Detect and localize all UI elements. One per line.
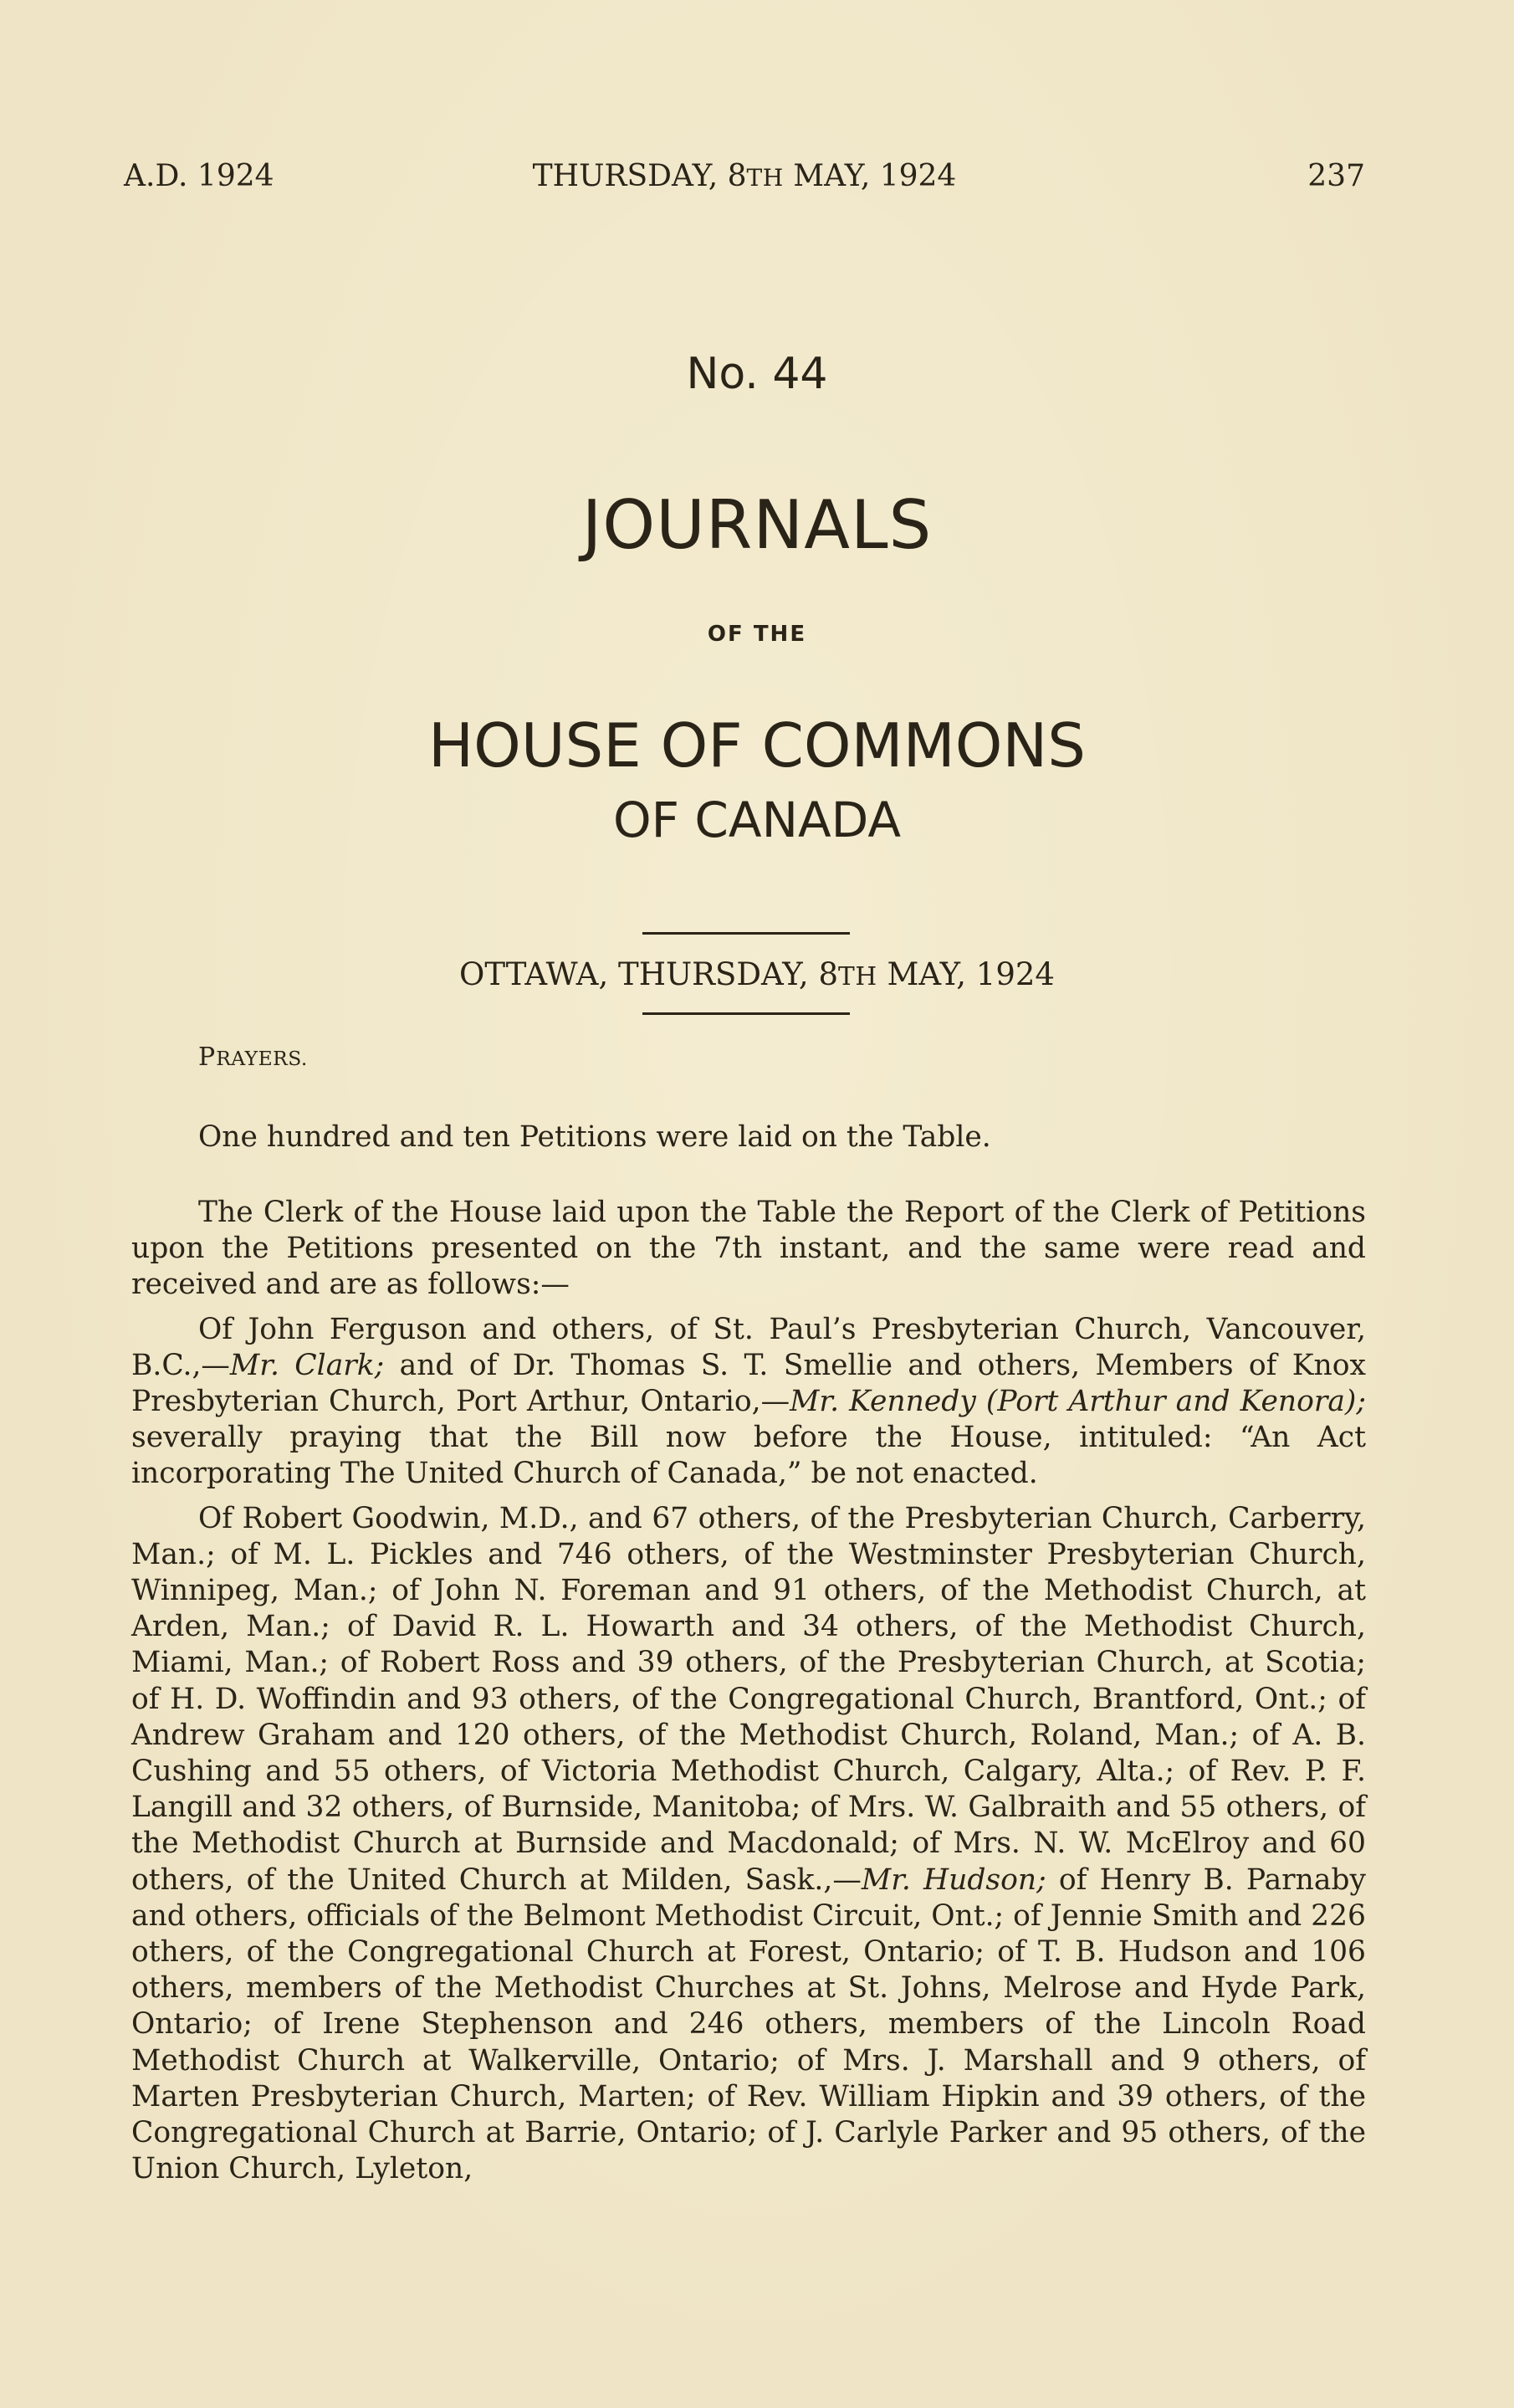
petition-1-member-a: Mr. Clark; <box>229 1348 385 1382</box>
petition-2-text-b: of Henry B. Parnaby and others, officials of the Belmont Methodist Circuit, Ont.; of Jennie Smith and 226 others, of the Congregational Church at Forest, Ontario; of T. B. Hudson and 106 others, members of the Methodist Churches at St. Johns, Melrose and Hyde Park, Ontario; of Irene Stephenson and 246 others, members of the Lincoln Road Methodist Church at Walkerville, Ontario; of Mrs. J. Marshall and 9 others, of Marten Presbyterian Church, Marten; of Rev. William Hipkin and 39 others, of the Congregational Church at Barrie, Ontario; of J. Carlyle Parker and 95 others, of the Union Church, Lyleton, <box>131 1862 1366 2186</box>
title-journals: JOURNALS <box>581 486 933 564</box>
petition-paragraph-1 <box>131 1312 1366 1493</box>
title-house-of-commons: HOUSE OF COMMONS <box>428 710 1086 781</box>
dateline-prefix: OTTAWA, THURSDAY, 8 <box>459 956 838 992</box>
page-number: 237 <box>1307 159 1365 193</box>
proceedings-body <box>131 1195 1366 2187</box>
petition-paragraph-2 <box>131 1501 1366 2188</box>
petition-1-member-b: Mr. Kennedy (Port Arthur and Kenora); <box>790 1385 1366 1419</box>
dateline-suffix: MAY, 1924 <box>877 956 1055 992</box>
prayers-heading <box>131 1037 1366 1078</box>
running-head-year: A.D. 1924 <box>124 159 274 193</box>
title-of-canada: OF CANADA <box>612 792 901 848</box>
petitions-laid-paragraph: One hundred and ten Petitions were laid on the Table. <box>198 1120 991 1154</box>
dateline <box>0 952 1514 999</box>
clerk-report-paragraph: The Clerk of the House laid upon the Table the Report of the Clerk of Petitions upon the Petitions presented on the 7th instant, and the same were read and received and are as follows:— <box>131 1196 1366 1302</box>
running-head-date-prefix: THURSDAY, 8 <box>532 159 747 193</box>
divider-bottom <box>642 1012 850 1015</box>
issue-number: No. 44 <box>686 349 828 399</box>
running-head-date-suffix: MAY, 1924 <box>783 159 957 193</box>
petition-1-text-c: severally praying that the Bill now before the House, intituled: “An Act incorporating The United Church of Canada,” be not enacted. <box>131 1421 1366 1491</box>
title-connector: OF THE <box>707 622 807 647</box>
petition-1-text-b: and of Dr. Thomas S. T. Smellie and others, Members of Knox Presbyterian Church, Port Arthur, Ontario,— <box>131 1348 1366 1419</box>
prayers-initial: P <box>198 1043 217 1072</box>
prayers-rest: RAYERS. <box>216 1047 308 1070</box>
divider-top <box>642 932 850 935</box>
petition-2-text-a: Of Robert Goodwin, M.D., and 67 others, of the Presbyterian Church, Carberry, Man.; of M. L. Pickles and 746 others, of the Westminster Presbyterian Church, Winnipeg, Man.; of John N. Foreman and 91 others, of the Methodist Church, at Arden, Man.; of David R. L. Howarth and 34 others, of the Methodist Church, Miami, Man.; of Robert Ross and 39 others, of the Presbyterian Church, at Scotia; of H. D. Woffindin and 93 others, of the Congregational Church, Brantford, Ont.; of Andrew Graham and 120 others, of the Methodist Church, Roland, Man.; of A. B. Cushing and 55 others, of Victoria Methodist Church, Calgary, Alta.; of Rev. P. F. Langill and 32 others, of Burnside, Manitoba; of Mrs. W. Galbraith and 55 others, of the Methodist Church at Burnside and Macdonald; of Mrs. N. W. McElroy and 60 others, of the United Church at Milden, Sask.,— <box>131 1501 1366 1897</box>
dateline-ordinal: TH <box>838 962 877 991</box>
running-head-date-ordinal: TH <box>746 164 784 192</box>
running-head-date <box>124 156 1365 199</box>
running-head <box>124 156 1365 197</box>
petition-2-member-a: Mr. Hudson; <box>861 1862 1046 1897</box>
petition-1-text-a: Of John Ferguson and others, of St. Paul’s Presbyterian Church, Vancouver, B.C.,— <box>131 1312 1366 1382</box>
